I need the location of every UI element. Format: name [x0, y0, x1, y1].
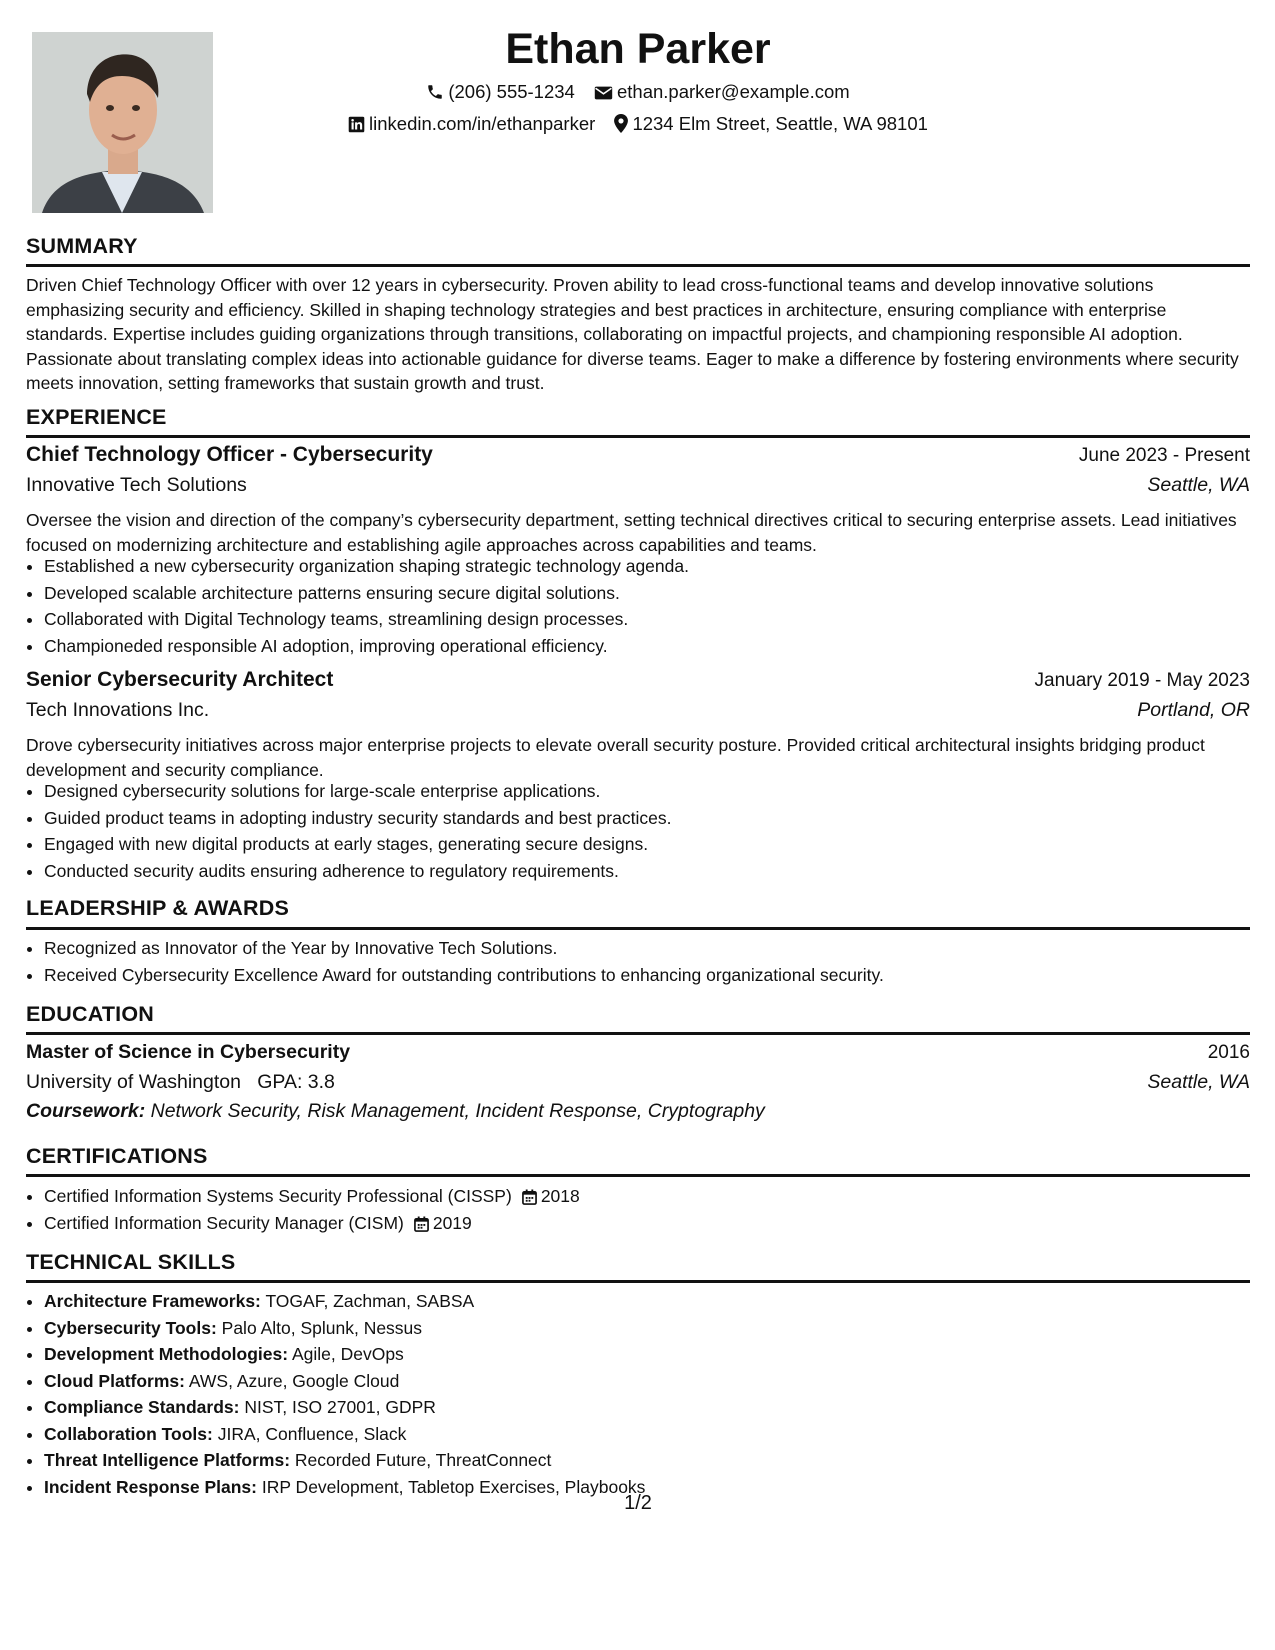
skill-value: Agile, DevOps: [291, 1344, 404, 1364]
list-item: [44, 1315, 645, 1342]
skill-value: TOGAF, Zachman, SABSA: [265, 1291, 475, 1311]
phone-icon: [426, 83, 444, 101]
linkedin-icon: [348, 116, 365, 133]
list-item: • Guided product teams in adopting industry security standards and best practices.: [44, 805, 671, 832]
skills-list: [26, 1288, 645, 1500]
degree: Master of Science in Cybersecurity: [26, 1041, 351, 1063]
summary-divider: [26, 264, 1250, 267]
envelope-icon: [594, 85, 613, 101]
list-item: • Received Cybersecurity Excellence Award for outstanding contributions to enhancing organizational security.: [44, 962, 884, 989]
cert-name: Certified Information Security Manager (CISM): [44, 1212, 404, 1233]
gpa: GPA: 3.8: [257, 1071, 335, 1093]
address-text: 1234 Elm Street, Seattle, WA 98101: [632, 113, 928, 134]
job-location: Seattle, WA: [1147, 474, 1250, 496]
skill-label: Cloud Platforms:: [44, 1370, 185, 1391]
job-title: Chief Technology Officer - Cybersecurity: [26, 443, 433, 466]
job-location: Portland, OR: [1137, 699, 1250, 721]
skill-label: Cybersecurity Tools:: [44, 1317, 217, 1338]
job-bullets: [26, 553, 689, 659]
linkedin[interactable]: [348, 108, 595, 140]
job-dates: January 2019 - May 2023: [1034, 670, 1250, 691]
skill-value: IRP Development, Tabletop Exercises, Playbooks: [261, 1476, 646, 1497]
cert-year: 2018: [540, 1186, 580, 1206]
skill-label: Threat Intelligence Platforms:: [44, 1450, 291, 1470]
certifications-divider: [26, 1174, 1250, 1177]
skill-value: JIRA, Confluence, Slack: [217, 1423, 407, 1444]
skill-value: NIST, ISO 27001, GDPR: [244, 1397, 436, 1417]
calendar-icon: [522, 1189, 537, 1205]
list-item: • Designed cybersecurity solutions for large-scale enterprise applications.: [44, 778, 671, 805]
list-item: • Established a new cybersecurity organization shaping strategic technology agenda.: [44, 553, 689, 580]
coursework-text: Network Security, Risk Management, Incident Response, Cryptography: [150, 1100, 765, 1122]
list-item: [44, 1288, 645, 1315]
skill-label: Development Methodologies:: [44, 1344, 289, 1364]
map-pin-icon: [614, 114, 628, 133]
skills-heading: TECHNICAL SKILLS: [26, 1250, 236, 1274]
skill-label: Compliance Standards:: [44, 1397, 240, 1417]
list-item: [44, 1341, 645, 1368]
list-item: [44, 1394, 645, 1421]
school-line: [26, 1071, 335, 1094]
contact-row-1: [26, 76, 1250, 108]
address: [614, 108, 928, 140]
list-item: [44, 1210, 580, 1237]
candidate-name: Ethan Parker: [505, 25, 771, 73]
list-item: [44, 1447, 645, 1474]
skill-label: Collaboration Tools:: [44, 1423, 213, 1444]
skill-label: Architecture Frameworks:: [44, 1291, 261, 1311]
school-name: University of Washington: [26, 1071, 241, 1093]
list-item: [44, 1421, 645, 1448]
resume-page: [26, 0, 1250, 1650]
job-title: Senior Cybersecurity Architect: [26, 668, 334, 691]
list-item: [44, 1368, 645, 1395]
list-item: • Engaged with new digital products at early stages, generating secure designs.: [44, 831, 671, 858]
skill-value: Recorded Future, ThreatConnect: [294, 1450, 552, 1470]
phone: [426, 76, 575, 108]
coursework-label: Coursework:: [26, 1100, 146, 1122]
list-item: • Conducted security audits ensuring adherence to regulatory requirements.: [44, 858, 671, 885]
job-description: Drove cybersecurity initiatives across major enterprise projects to elevate overall security posture. Provided critical architectural insights bridging product development and security compliance.: [26, 735, 1205, 780]
graduation-year: 2016: [1207, 1042, 1250, 1063]
list-item: • Recognized as Innovator of the Year by Innovative Tech Solutions.: [44, 935, 884, 962]
job-dates: June 2023 - Present: [1078, 445, 1250, 466]
certifications-heading: CERTIFICATIONS: [26, 1144, 208, 1168]
experience-heading: EXPERIENCE: [26, 405, 167, 429]
job-bullets: [26, 778, 671, 884]
school-location: Seattle, WA: [1147, 1071, 1250, 1093]
leadership-heading: LEADERSHIP & AWARDS: [26, 896, 290, 920]
experience-divider: [26, 435, 1250, 438]
education-heading: EDUCATION: [26, 1002, 155, 1026]
list-item: • Championeded responsible AI adoption, improving operational efficiency.: [44, 633, 689, 660]
education-divider: [26, 1032, 1250, 1035]
list-item: • Collaborated with Digital Technology teams, streamlining design processes.: [44, 606, 689, 633]
email-text: ethan.parker@example.com: [616, 81, 850, 102]
skill-value: Palo Alto, Splunk, Nessus: [221, 1317, 423, 1338]
leadership-divider: [26, 927, 1250, 930]
certifications-list: [26, 1183, 580, 1236]
page-number: 1/2: [624, 1492, 652, 1514]
job-description: Oversee the vision and direction of the company’s cybersecurity department, setting technical directives critical to securing enterprise assets. Lead initiatives focused on modernizing architecture and establishing agile approaches across capabilities and teams.: [26, 510, 1237, 555]
list-item: • Developed scalable architecture patterns ensuring secure digital solutions.: [44, 580, 689, 607]
contact-row-2: [26, 108, 1250, 140]
coursework-line: [26, 1100, 765, 1123]
job-company: Tech Innovations Inc.: [26, 699, 210, 721]
cert-year: 2019: [432, 1212, 472, 1233]
skills-divider: [26, 1280, 1250, 1283]
cert-name: Certified Information Systems Security Professional (CISSP): [44, 1186, 512, 1206]
calendar-icon: [414, 1216, 429, 1232]
phone-text: (206) 555-1234: [448, 81, 575, 102]
summary-text: Driven Chief Technology Officer with over 12 years in cybersecurity. Proven ability to lead cross-functional teams and develop innovative solutions emphasizing security and efficiency. Skilled in shaping technology strategies and best practices in architecture, ensuring compliance with enterprise standards. Expertise includes guiding organizations through transitions, collaborating on impactful projects, and championing responsible AI adoption. Passionate about translating complex ideas into actionable guidance for diverse teams. Eager to make a difference by fostering environments where security meets innovation, setting frameworks that sustain growth and trust.: [26, 275, 1239, 394]
summary-heading: SUMMARY: [26, 234, 138, 258]
list-item: [44, 1183, 580, 1210]
linkedin-text: linkedin.com/in/ethanparker: [369, 113, 596, 134]
leadership-bullets: [26, 935, 884, 988]
job-company: Innovative Tech Solutions: [26, 474, 247, 496]
resume-header: [26, 22, 1250, 140]
skill-value: AWS, Azure, Google Cloud: [188, 1370, 400, 1391]
email[interactable]: [594, 76, 850, 108]
skill-label: Incident Response Plans:: [44, 1476, 257, 1497]
